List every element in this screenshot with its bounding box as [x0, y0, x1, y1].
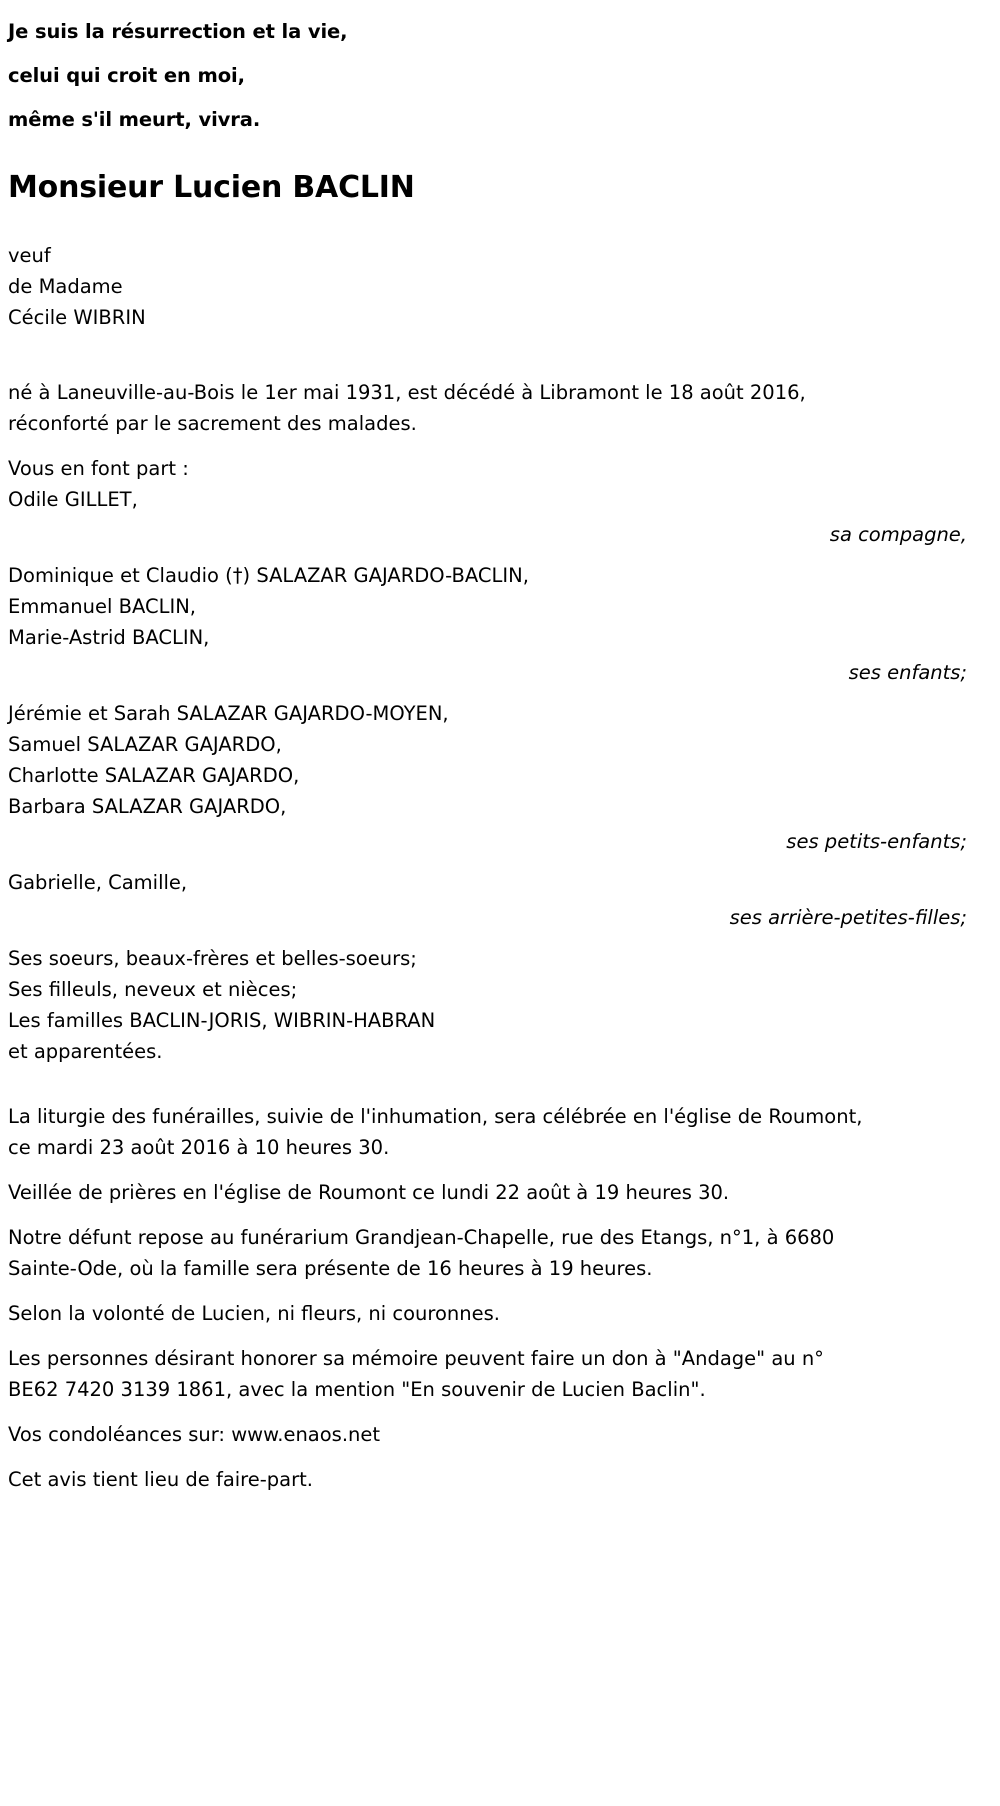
spouse-status-block [8, 240, 970, 333]
notice-disclaimer-paragraph: Cet avis tient lieu de faire-part. [8, 1468, 313, 1491]
relatives-line: Ses soeurs, beaux-frères et belles-soeurs; [8, 947, 417, 970]
family-names [8, 484, 970, 515]
family-names [8, 698, 970, 822]
family-member: Barbara SALAZAR GAJARDO, [8, 795, 287, 818]
family-names [8, 560, 970, 653]
relation-label-grandchildren: ses petits-enfants; [786, 830, 967, 853]
spouse-status-line: de Madame [8, 275, 123, 298]
family-group-children [8, 560, 970, 688]
closing-section [8, 1101, 970, 1495]
spouse-status-line: veuf [8, 244, 51, 267]
family-member: Marie-Astrid BACLIN, [8, 626, 210, 649]
scripture-quote-line: Je suis la résurrection et la vie, [8, 20, 348, 43]
family-group-great-granddaughters [8, 867, 970, 933]
family-member: Emmanuel BACLIN, [8, 595, 196, 618]
family-member: Charlotte SALAZAR GAJARDO, [8, 764, 300, 787]
family-member: Dominique et Claudio (†) SALAZAR GAJARDO-BACLIN, [8, 564, 529, 587]
family-listing [8, 453, 970, 933]
relation-label-companion: sa compagne, [829, 523, 967, 546]
family-member: Odile GILLET, [8, 488, 138, 511]
spouse-status-line: Cécile WIBRIN [8, 306, 146, 329]
relation-label-children: ses enfants; [848, 661, 967, 684]
relatives-line: Ses filleuls, neveux et nièces; [8, 978, 298, 1001]
prayer-vigil-paragraph: Veillée de prières en l'église de Roumont ce lundi 22 août à 19 heures 30. [8, 1181, 730, 1204]
family-names [8, 867, 970, 898]
relatives-line: et apparentées. [8, 1040, 163, 1063]
family-member: Gabrielle, Camille, [8, 871, 188, 894]
funeral-liturgy-paragraph: La liturgie des funérailles, suivie de l'inhumation, sera célébrée en l'église de Roumont, ce mardi 23 août 2016 à 10 heures 30. [8, 1105, 869, 1159]
relation-label-great-granddaughters: ses arrière-petites-filles; [729, 906, 967, 929]
announcement-intro: Vous en font part : [8, 457, 189, 480]
donation-paragraph: Les personnes désirant honorer sa mémoire peuvent faire un don à "Andage" au n° BE62 7420 3139 1861, avec la mention "En souvenir de Lucien Baclin". [8, 1347, 831, 1401]
scripture-quote [8, 10, 970, 142]
family-member: Samuel SALAZAR GAJARDO, [8, 733, 282, 756]
relatives-line: Les familles BACLIN-JORIS, WIBRIN-HABRAN [8, 1009, 436, 1032]
no-flowers-paragraph: Selon la volonté de Lucien, ni fleurs, ni couronnes. [8, 1302, 500, 1325]
life-paragraph: né à Laneuville-au-Bois le 1er mai 1931, est décédé à Libramont le 18 août 2016, réconforté par le sacrement des malades. [8, 381, 812, 435]
scripture-quote-line: celui qui croit en moi, [8, 64, 245, 87]
scripture-quote-line: même s'il meurt, vivra. [8, 108, 261, 131]
funeral-home-paragraph: Notre défunt repose au funérarium Grandjean-Chapelle, rue des Etangs, n°1, à 6680 Sainte-Ode, où la famille sera présente de 16 heures à 19 heures. [8, 1226, 841, 1280]
condolences-paragraph: Vos condoléances sur: www.enaos.net [8, 1423, 381, 1446]
relatives-block [8, 943, 970, 1067]
family-member: Jérémie et Sarah SALAZAR GAJARDO-MOYEN, [8, 702, 449, 725]
family-group-companion [8, 484, 970, 550]
family-group-grandchildren [8, 698, 970, 857]
deceased-name: Monsieur Lucien BACLIN [8, 170, 415, 205]
